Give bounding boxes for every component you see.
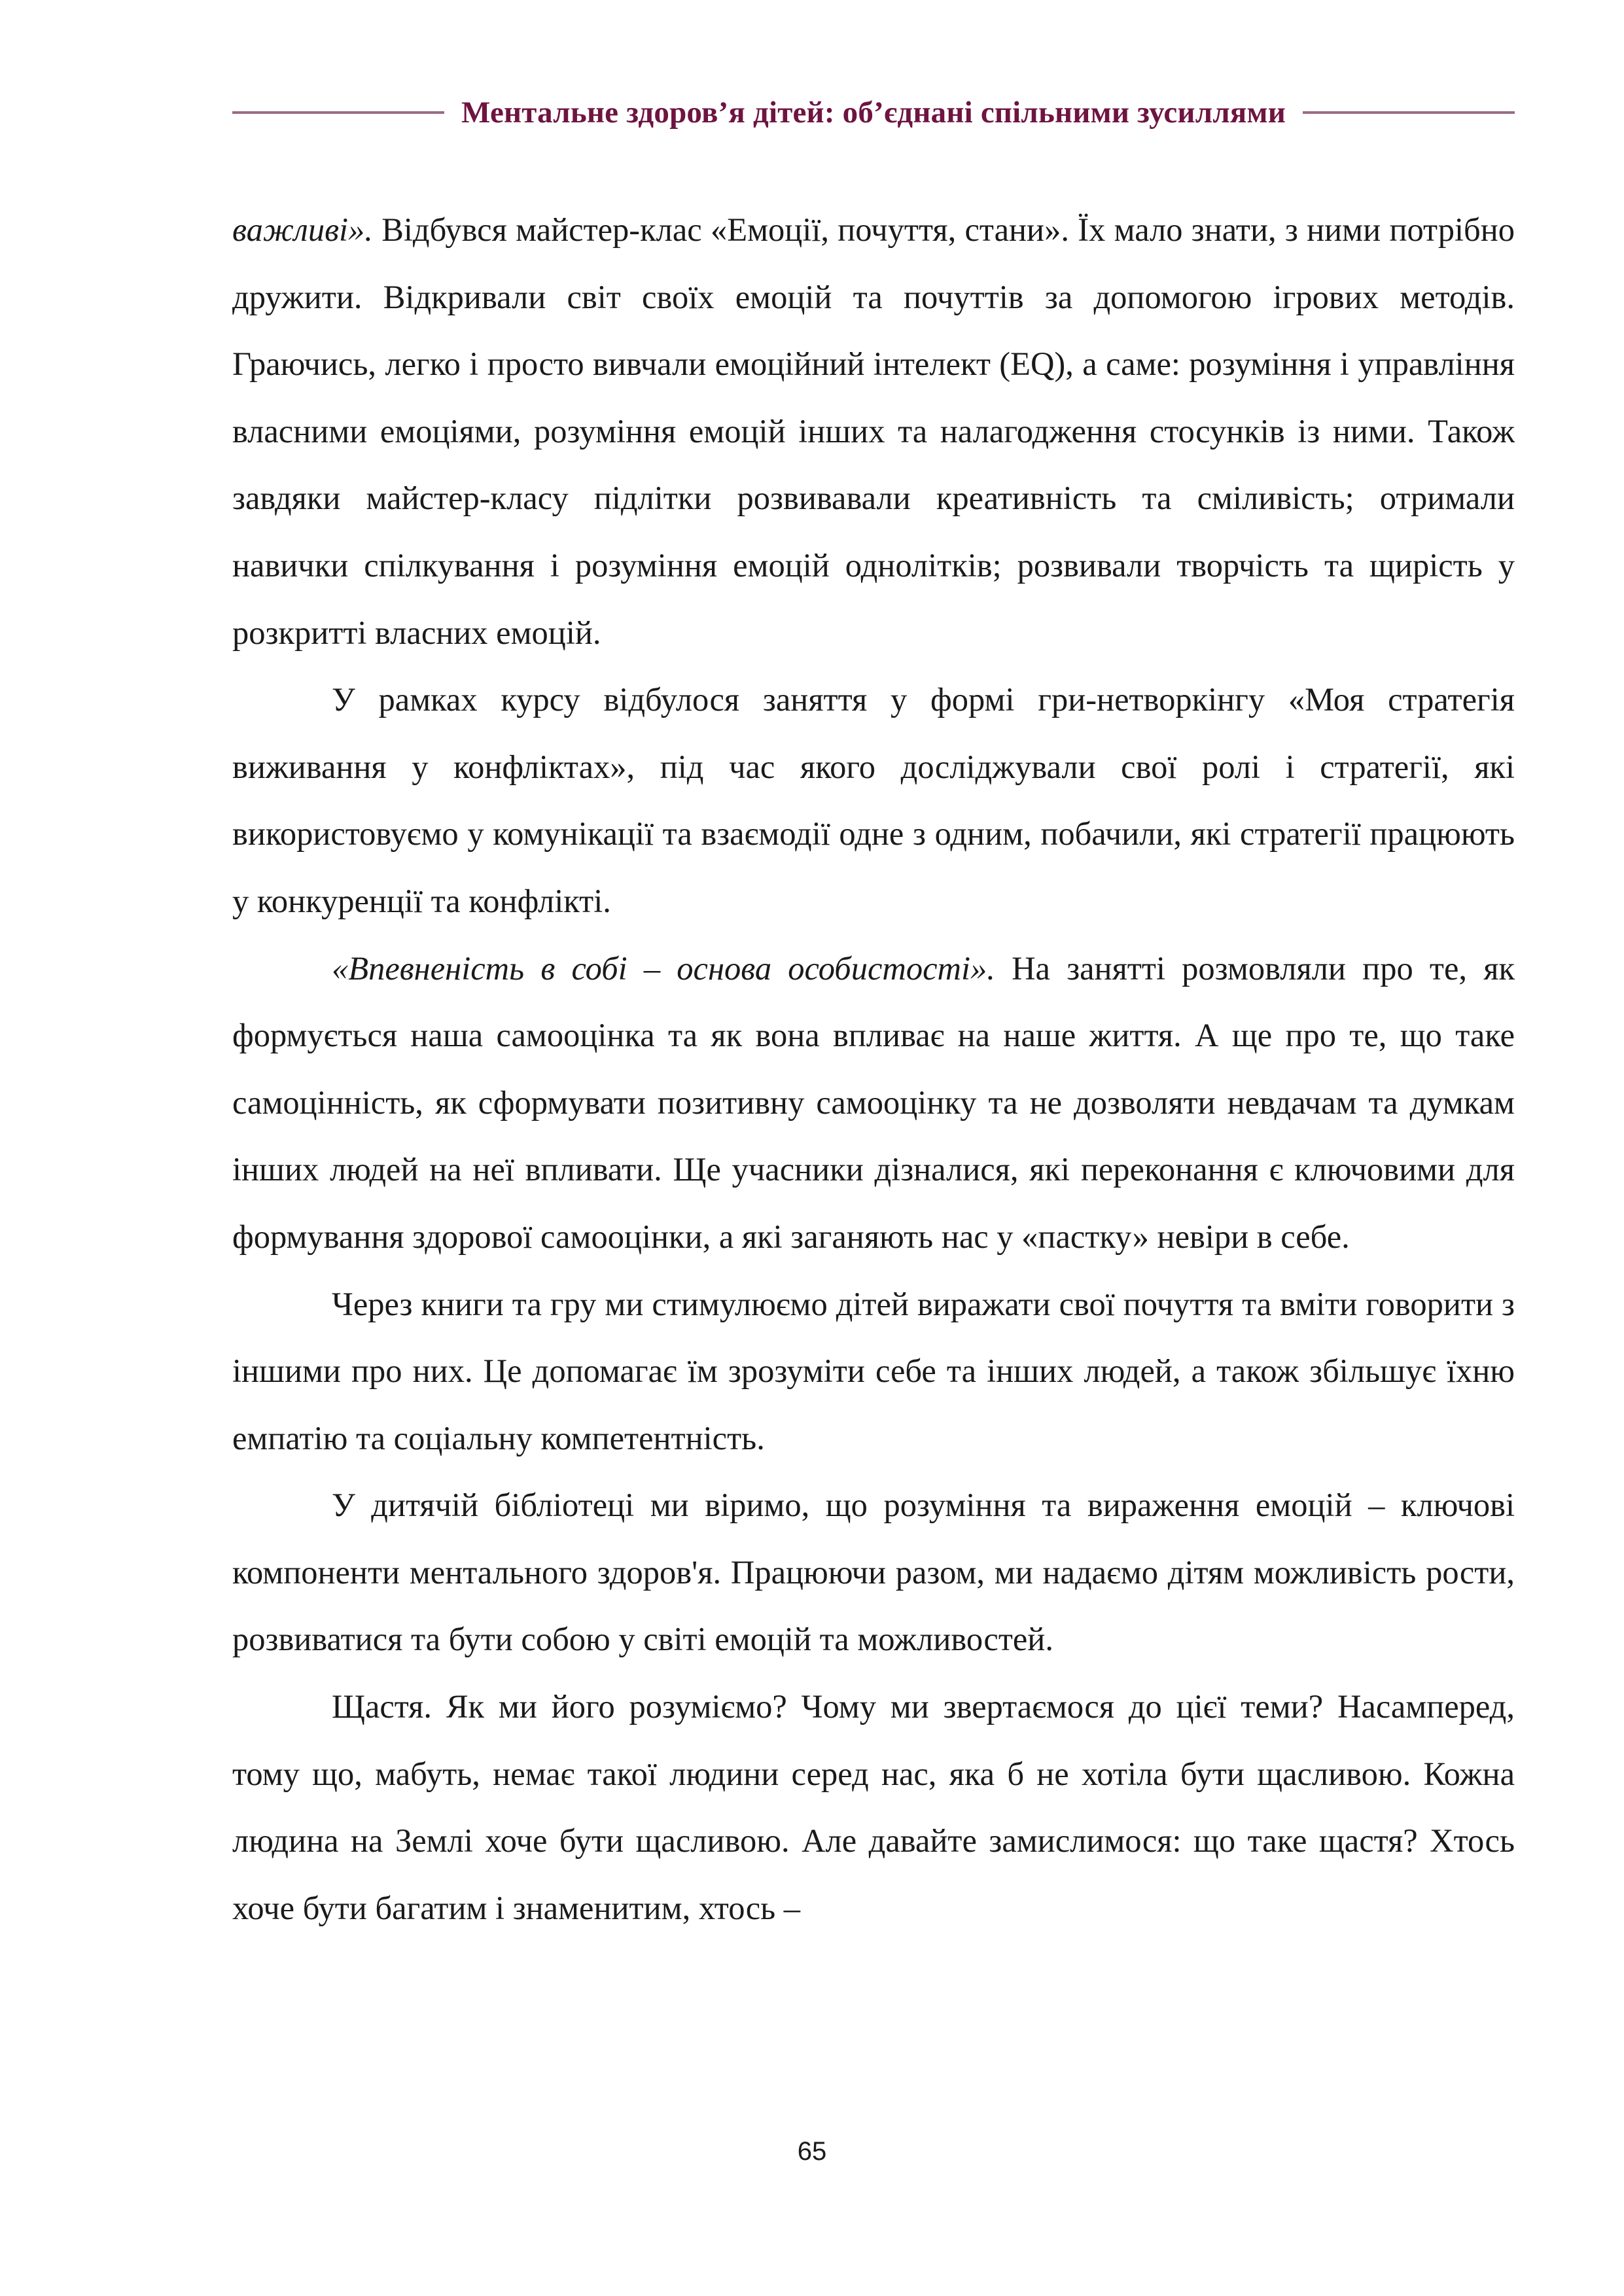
paragraph-5-text: У дитячій бібліотеці ми віримо, що розуміння та вираження емоцій – ключові компоненти ментального здоров'я. Працюючи разом, ми надаємо дітям можливість рости, розвиватися та бути собою у світі емоцій та можливостей.: [232, 1487, 1515, 1658]
page-number: 65: [797, 2137, 827, 2166]
paragraph-6: [232, 1673, 1515, 1941]
paragraph-3-text: На занятті розмовляли про те, як формується наша самооцінка та як вона впливає на наше життя. А ще про те, що таке самоцінність, як сформувати позитивну самооцінку та не дозволяти невдачам та думкам інших людей на неї впливати. Ще учасники дізналися, які переконання є ключовими для формування здорової самооцінки, а які заганяють нас у «пастку» невіри в себе.: [232, 949, 1515, 1255]
paragraph-1-italic-lead: важливі».: [232, 211, 373, 248]
header-rule-right: [1303, 111, 1515, 114]
paragraph-1-text: Відбувся майстер-клас «Емоції, почуття, стани». Їх мало знати, з ними потрібно дружити. Відкривали світ своїх емоцій та почуттів за допомогою ігрових методів. Граючись, легко і просто вивчали емоційний інтелект (EQ), а саме: розуміння і управління власними емоціями, розуміння емоцій інших та налагодження стосунків із ними. Також завдяки майстер-класу підлітки розвивавали креативність та сміливість; отримали навички спілкування і розуміння емоцій однолітків; розвивали творчість та щирість у розкритті власних емоцій.: [232, 211, 1515, 651]
paragraph-1: [232, 196, 1515, 666]
paragraph-4-text: Через книги та гру ми стимулюємо дітей виражати свої почуття та вміти говорити з іншими про них. Це допомагає їм зрозуміти себе та інших людей, а також збільшує їхню емпатію та соціальну компетентність.: [232, 1285, 1515, 1457]
running-header: [232, 86, 1515, 139]
paragraph-6-text: Щастя. Як ми його розуміємо? Чому ми звертаємося до цієї теми? Насамперед, тому що, мабуть, немає такої людини серед нас, яка б не хотіла бути щасливою. Кожна людина на Землі хоче бути щасливою. Але давайте замислимося: що таке щастя? Хтось хоче бути багатим і знаменитим, хтось –: [232, 1688, 1515, 1926]
paragraph-5: [232, 1472, 1515, 1673]
paragraph-4: [232, 1271, 1515, 1472]
header-title: Ментальне здоров’я дітей: об’єднані спільними зусиллями: [461, 96, 1286, 130]
page-body: [232, 196, 1515, 1941]
paragraph-2-text: У рамках курсу відбулося заняття у формі гри-нетворкінгу «Моя стратегія виживання у конфліктах», під час якого досліджували свої ролі і стратегії, які використовуємо у комунікації та взаємодії одне з одним, побачили, які стратегії працюють у конкуренції та конфлікті.: [232, 681, 1515, 919]
header-rule-left: [232, 111, 444, 114]
paragraph-2: [232, 666, 1515, 934]
paragraph-3-italic-lead: «Впевненість в собі – основа особистості».: [332, 949, 995, 987]
paragraph-3: [232, 935, 1515, 1271]
